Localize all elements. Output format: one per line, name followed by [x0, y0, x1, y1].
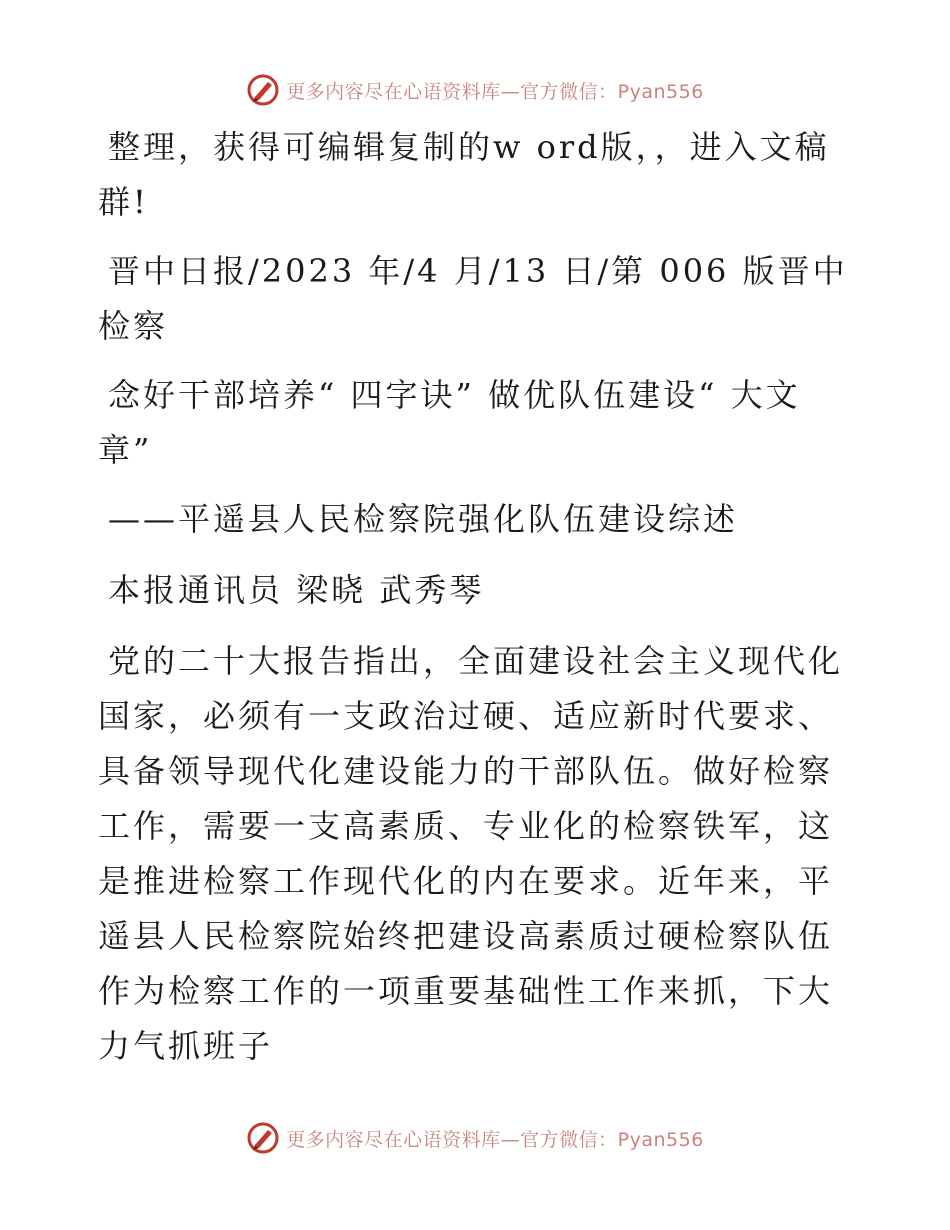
watermark-text: 更多内容尽在心语资料库—官方微信：Pyan556 — [286, 1128, 704, 1151]
document-body — [98, 120, 850, 1074]
intro-line: 整理，获得可编辑复制的w ord版，，进入文稿群! — [98, 128, 830, 221]
article-subtitle: ——平遥县人民检察院强化队伍建设综述 — [108, 500, 739, 538]
footer-watermark — [0, 1118, 950, 1158]
body-paragraph: 党的二十大报告指出，全面建设社会主义现代化国家，必须有一支政治过硬、适应新时代要求、具备领导现代化建设能力的干部队伍。做好检察工作，需要一支高素质、专业化的检察铁军，这是推进检察工作现代化的内在要求。近年来，平遥县人民检察院始终把建设高素质过硬检察队伍作为检察工作的一项重要基础性工作来抓，下大力气抓班子 — [98, 642, 844, 1065]
pen-badge-icon — [246, 1121, 280, 1155]
header-watermark — [0, 70, 950, 110]
source-line: 晋中日报/2023 年/4 月/13 日/第 006 版晋中检察 — [98, 252, 848, 345]
pen-badge-icon — [246, 73, 280, 107]
byline: 本报通讯员 梁晓 武秀琴 — [108, 571, 485, 609]
article-title: 念好干部培养“ 四字诀” 做优队伍建设“ 大文章” — [98, 376, 801, 469]
watermark-text: 更多内容尽在心语资料库—官方微信：Pyan556 — [286, 80, 704, 103]
